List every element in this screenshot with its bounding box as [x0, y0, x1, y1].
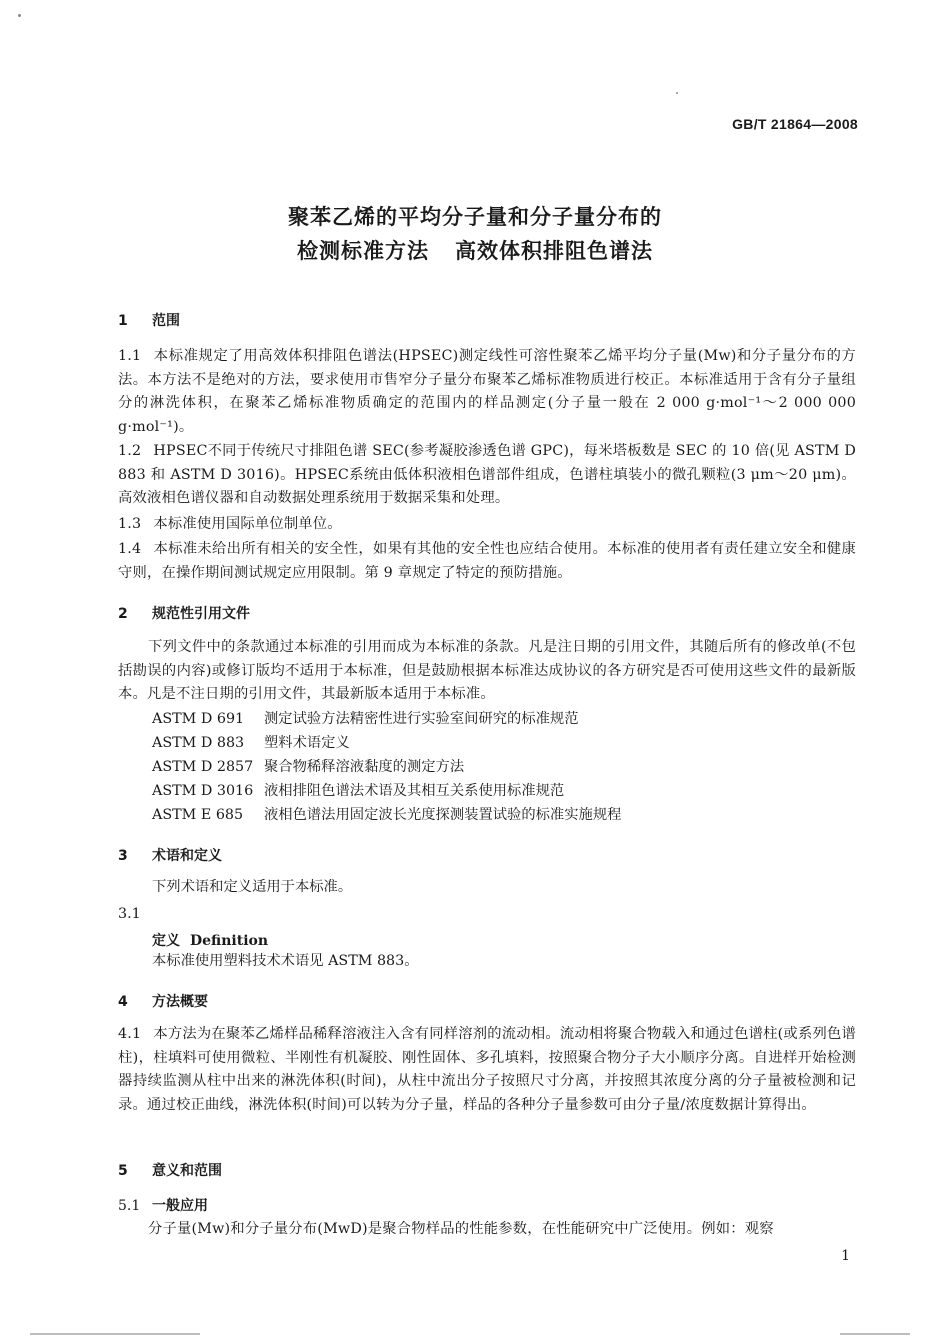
section-3-heading: 3 术语和定义: [118, 848, 222, 864]
section-1-heading: 1 范围: [118, 313, 180, 329]
document-title-line1: 聚苯乙烯的平均分子量和分子量分布的: [288, 205, 662, 229]
section-3-intro: 下列术语和定义适用于本标准。: [152, 879, 353, 895]
section-4-heading: 4 方法概要: [118, 994, 208, 1010]
reference-item: ASTM E 685 液相色谱法用固定波长光度探测装置试验的标准实施规程: [152, 807, 622, 823]
reference-item: ASTM D 3016 液相排阻色谱法术语及其相互关系使用标准规范: [152, 783, 565, 799]
scan-edge-mark: [30, 1333, 200, 1335]
definition-term: 定义 Definition: [152, 933, 269, 949]
definition-text: 本标准使用塑料技术术语见 ASTM 883。: [152, 953, 419, 969]
clause-4-1: 4.1 本方法为在聚苯乙烯样品稀释溶液注入含有同样溶剂的流动相。流动相将聚合物载入和通过色谱柱(或系列色谱柱)，柱填料可使用微粒、半刚性有机凝胶、刚性固体、多孔填料，按照聚合物分子大小顺序分离。自进样开始检测器持续监测从柱中出来的淋洗体积(时间)，从柱中流出分子按照尺寸分离，并按照其浓度分离的分子量被检测和记录。通过校正曲线，淋洗体积(时间)可以转为分子量，样品的各种分子量参数可由分子量/浓度数据计算得出。: [118, 1026, 856, 1113]
clause-1-2: 1.2 HPSEC不同于传统尺寸排阻色谱 SEC(参考凝胶渗透色谱 GPC)，每米塔板数是 SEC 的 10 倍(见 ASTM D 883 和 ASTM D 3016)。HPSEC系统由低体积液相色谱部件组成，色谱柱填装小的微孔颗粒(3 μm～20 μm)。高效液相色谱仪器和自动数据处理系统用于数据采集和处理。: [118, 443, 856, 507]
section-5-heading: 5 意义和范围: [118, 1163, 222, 1179]
section-2-intro: 下列文件中的条款通过本标准的引用而成为本标准的条款。凡是注日期的引用文件，其随后所有的修改单(不包括勘误的内容)或修订版均不适用于本标准，但是鼓励根据本标准达成协议的各方研究是否可使用这些文件的最新版本。凡是不注日期的引用文件，其最新版本适用于本标准。: [118, 639, 856, 703]
clause-1-1: 1.1 本标准规定了用高效体积排阻色谱法(HPSEC)测定线性可溶性聚苯乙烯平均分子量(Mw)和分子量分布的方法。本方法不是绝对的方法，要求使用市售窄分子量分布聚苯乙烯标准物质进行校正。本标准适用于含有分子量组分的淋洗体积，在聚苯乙烯标准物质确定的范围内的样品测定(分子量一般在 2 000 g·mol⁻¹～2 000 000 g·mol⁻¹)。: [118, 348, 856, 435]
clause-5-1-text: 分子量(Mw)和分子量分布(MwD)是聚合物样品的性能参数，在性能研究中广泛使用。例如：观察: [148, 1221, 774, 1237]
clause-5-1-heading: 5.1 一般应用: [118, 1198, 208, 1214]
clause-1-3: 1.3 本标准使用国际单位制单位。: [118, 516, 342, 532]
document-title-line2: [0, 235, 950, 265]
title-part-a: 检测标准方法: [297, 239, 429, 263]
scan-speck: [676, 92, 678, 94]
clause-3-1-number: 3.1: [118, 906, 141, 922]
clause-1-4: 1.4 本标准未给出所有相关的安全性，如果有其他的安全性也应结合使用。本标准的使用者有责任建立安全和健康守则，在操作期间测试规定应用限制。第 9 章规定了特定的预防措施。: [118, 541, 856, 581]
scan-edge-mark: [840, 1333, 910, 1335]
section-2-heading: 2 规范性引用文件: [118, 606, 250, 622]
title-part-b: 高效体积排阻色谱法: [455, 239, 653, 263]
scan-speck: [18, 14, 21, 17]
reference-item: ASTM D 883 塑料术语定义: [152, 735, 350, 751]
standard-code: GB/T 21864—2008: [732, 116, 858, 132]
reference-item: ASTM D 691 测定试验方法精密性进行实验室间研究的标准规范: [152, 711, 579, 727]
reference-item: ASTM D 2857 聚合物稀释溶液黏度的测定方法: [152, 759, 465, 775]
page-number: 1: [841, 1248, 850, 1264]
